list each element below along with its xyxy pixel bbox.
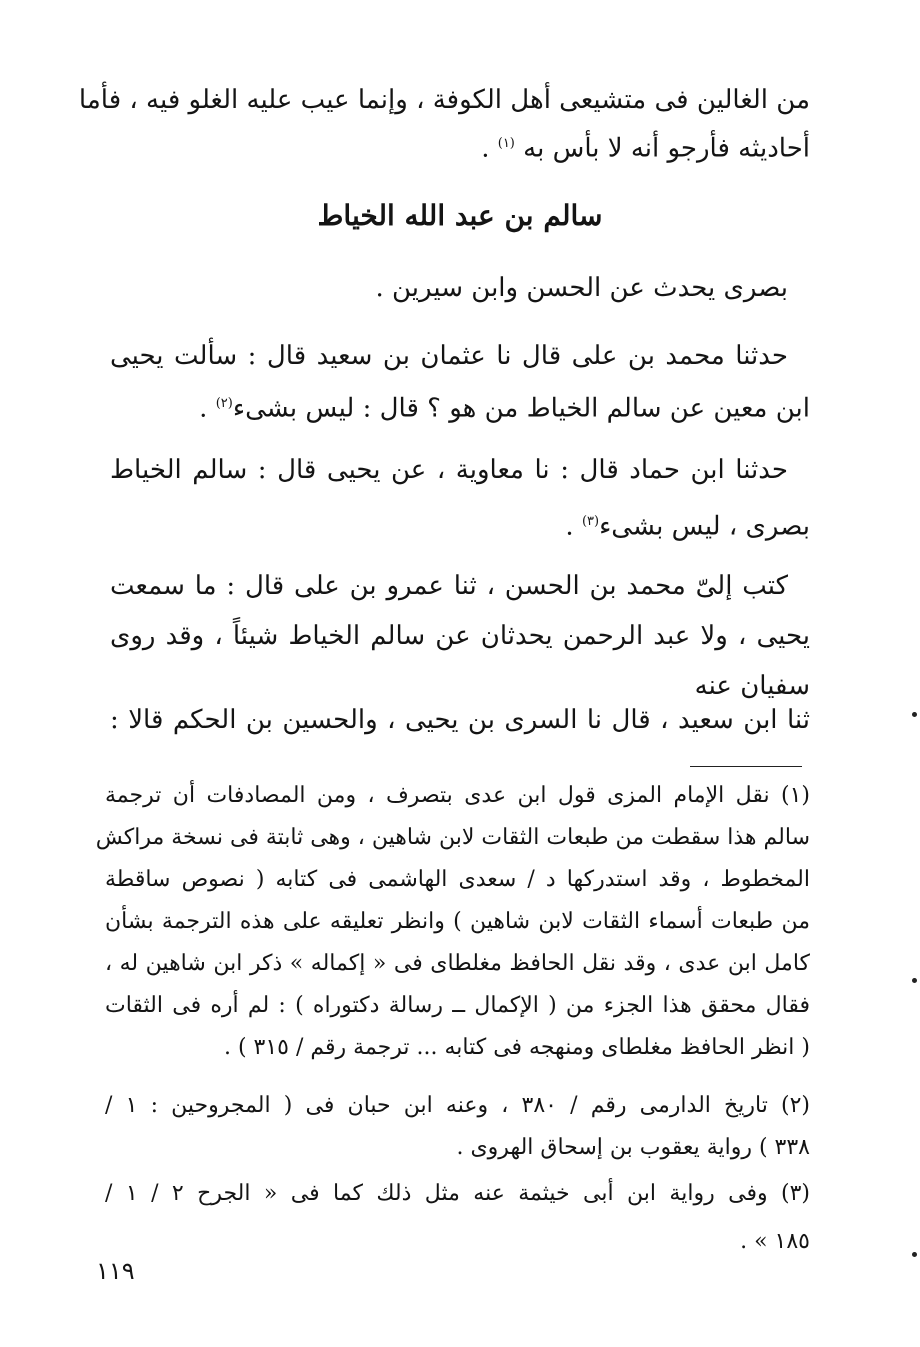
entry-intro: بصرى يحدث عن الحسن وابن سيرين . xyxy=(375,273,788,303)
top-paragraph-line-1: من الغالين فى متشيعى أهل الكوفة ، وإنما عيب عليه الغلو فيه ، فأما xyxy=(78,85,810,115)
para1-line-1: حدثنا محمد بن على قال نا عثمان بن سعيد قال : سألت يحيى xyxy=(110,341,788,371)
para3-line-1: كتب إلىّ محمد بن الحسن ، ثنا عمرو بن على قال : ما سمعت xyxy=(110,571,788,601)
para3-line-2: يحيى ، ولا عبد الرحمن يحدثان عن سالم الخياط شيئاً ، وقد روى xyxy=(110,621,810,651)
para1-text: ابن معين عن سالم الخياط من هو ؟ قال : ليس بشىء xyxy=(232,393,810,424)
scan-speck xyxy=(912,1252,917,1257)
footnote-3-line-1: (٣) وفى رواية ابن أبى خيثمة عنه مثل ذلك كما فى « الجرح ٢ / ١ / xyxy=(105,1181,810,1206)
footnote-1-line-5: كامل ابن عدى ، وقد نقل الحافظ مغلطاى فى « إكماله » ذكر ابن شاهين له ، xyxy=(105,951,810,976)
footnote-ref-1[interactable]: (١) xyxy=(497,136,515,151)
entry-title: سالم بن عبد الله الخياط xyxy=(317,199,603,232)
para3-line-4: ثنا ابن سعيد ، قال نا السرى بن يحيى ، والحسين بن الحكم قالا : xyxy=(110,705,810,735)
footnote-ref-2[interactable]: (٢) xyxy=(215,396,233,411)
top-paragraph-line-2 xyxy=(110,124,810,169)
footnote-1-line-7: ( انظر الحافظ مغلطاى ومنهجه فى كتابه ... ترجمة رقم / ٣١٥ ) . xyxy=(223,1035,810,1060)
para3-line-3: سفيان عنه xyxy=(694,671,810,701)
full-stop: . xyxy=(199,393,208,424)
footnote-1-line-4: من طبعات أسماء الثقات لابن شاهين ) وانظر تعليقه على هذه الترجمة بشأن xyxy=(105,909,810,934)
scan-speck xyxy=(912,712,917,717)
page-number: ١١٩ xyxy=(96,1257,135,1285)
footnote-separator xyxy=(690,766,802,767)
para2-text: بصرى ، ليس بشىء xyxy=(599,511,810,542)
para1-line-2 xyxy=(110,384,810,429)
footnote-1-line-3: المخطوط ، وقد استدركها د / سعدى الهاشمى فى كتابه ( نصوص ساقطة xyxy=(105,867,810,892)
full-stop: . xyxy=(565,511,574,542)
scan-speck xyxy=(912,978,917,983)
footnote-2-line-1: (٢) تاريخ الدارمى رقم / ٣٨٠ ، وعنه ابن حبان فى ( المجروحين : ١ / xyxy=(105,1093,810,1118)
footnote-2-line-2: ٣٣٨ ) رواية يعقوب بن إسحاق الهروى . xyxy=(456,1135,810,1160)
footnote-1-line-1: (١) نقل الإمام المزى قول ابن عدى بتصرف ، ومن المصادفات أن ترجمة xyxy=(105,783,810,808)
footnote-ref-3[interactable]: (٣) xyxy=(581,514,600,529)
full-stop: . xyxy=(481,133,490,164)
footnote-1-line-6: فقال محقق هذا الجزء من ( الإكمال ــ رسالة دكتوراه ) : لم أره فى الثقات xyxy=(105,993,810,1018)
footnote-3-line-2: ١٨٥ » . xyxy=(740,1229,810,1254)
para2-line-2 xyxy=(110,502,810,547)
para2-line-1: حدثنا ابن حماد قال : نا معاوية ، عن يحيى قال : سالم الخياط xyxy=(110,455,788,485)
top-paragraph-text: أحاديثه فأرجو أنه لا بأس به xyxy=(523,133,810,164)
footnote-1-line-2: سالم هذا سقطت من طبعات الثقات لابن شاهين ، وهى ثابتة فى نسخة مراكش xyxy=(95,825,810,850)
